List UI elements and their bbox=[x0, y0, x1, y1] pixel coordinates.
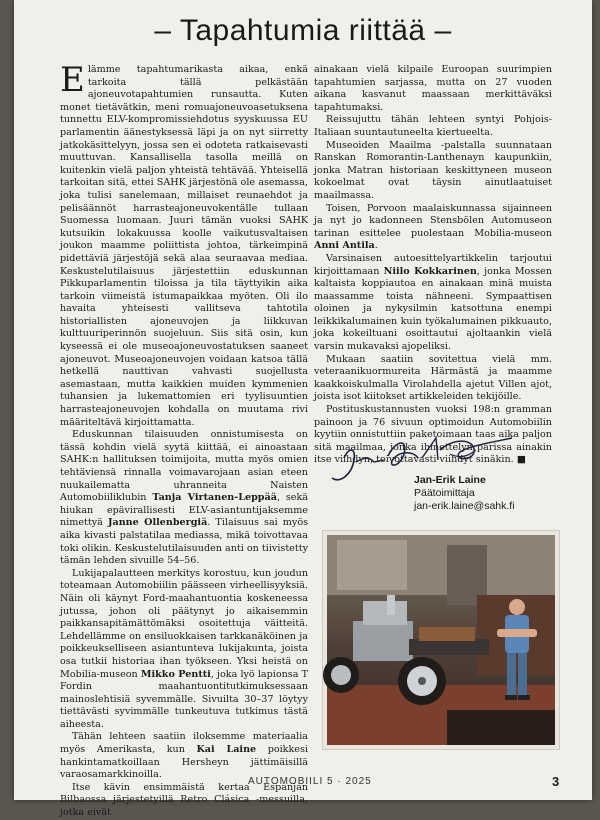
paragraph-text: Tähän lehteen saatiin iloksemme materiaalia myös Amerikasta, kun bbox=[60, 731, 308, 756]
paragraph-text: Varsinaisen autoesittelyartikkelin tarjoutui kirjoittamaan bbox=[314, 252, 552, 277]
person-name: Kai Laine bbox=[196, 744, 257, 756]
paragraph-text: . bbox=[374, 240, 378, 252]
paragraph bbox=[60, 731, 308, 781]
paragraph bbox=[314, 203, 552, 253]
person-name: Tanja Virtanen-Leppää bbox=[152, 492, 277, 504]
paragraph-text: Eduskunnan tilaisuuden onnistumisesta on tässä kohdin vielä syytä kiittää, ei ainoastaan SAHK:n hallituksen toimijoita, mutta myös omien tehtäviensä rinnalla voimavarojaan asian eteen nuukailematta uhranneita Naisten Automobiiliklubin bbox=[60, 429, 308, 504]
paragraph: Mukaan saatiin sovitettua vielä mm. veteraanikuormureita Härmästä ja maamme kaakkoiskulmalla Virolahdella ajetut Villen ajot, joista isot kiitokset artikkeleiden tekijöille. bbox=[314, 353, 552, 403]
drop-cap: E bbox=[60, 60, 85, 100]
person-name: Niilo Kokkarinen bbox=[383, 265, 477, 277]
paragraph: ainakaan vielä kilpaile Euroopan suurimpien tapahtumien sarjassa, mutta on 27 vuoden aikana kasvanut maassaan merkittäväksi tapahtumaksi. bbox=[314, 64, 552, 113]
signer-email: jan-erik.laine@sahk.fi bbox=[414, 500, 515, 512]
page-number: 3 bbox=[552, 774, 560, 789]
paragraph: Museoiden Maailma -palstalla suunnataan Ranskan Romorantin-Lanthenayn kaupunkiin, jonka Matran historiaan keskittyneen museon kokoelmat ovat täysin ainutlaatuiset maailmassa. bbox=[314, 139, 552, 201]
paragraph-text: poikkesi hankintamatkoillaan Hersheyn jättimäisillä varaosamarkkinoilla. bbox=[60, 744, 308, 781]
signer-name: Jan-Erik Laine bbox=[414, 474, 486, 486]
person-name: Janne Ollenbergiä bbox=[107, 517, 208, 529]
page-title: – Tapahtumia riittää – bbox=[154, 14, 452, 47]
signer-role: Päätoimittaja bbox=[414, 487, 475, 499]
paragraph-text: Itse kävin ensimmäistä kertaa Espanjan Bilbaossa järjestetyillä Retro Clásica -messuilla, jotka eivät bbox=[60, 781, 308, 819]
paragraph-text: lämme tapahtumarikasta aikaa, enkä tarkoita tällä pelkästään ajoneuvotapahtumien runsautta. Kuten monet tietävätkin, meni romuajoneuvoasetuksena tunnettu ELV-kompromissiehdotus syyskuussa EU parlamentin äänestyksessä läpi ja on nyt siirretty jatkokäsittelyyn, jossa sen ei odoteta ratkaisevasti muuttuvan. Kansallisella tasolla meillä on kuitenkin vielä paljon yhteistä tehtävää. Yhteisellä tarkoitan sitä, ettei SAHK järjestönä ole asemassa, joka tulisi sanelemaan, millaiset reunaehdot ja pelisäännöt harrasteajoneuvokentälle tullaan Suomessa luomaan. Juuri tämän vuoksi SAHK kutsuikin lokakuussa koolle vaikutusvaltaisen joukon maamme poliittista johtoa, tärkeimpinä pidettäviä järjestöjä sekä alaa seuraavaa mediaa. Keskustelutilaisuus järjestettiin eduskunnan Pikkuparlamentin tiloissa ja tila täyttyikin aika tarkoin viimeistä istumapaikkaa myöten. Oli ilo havaita yhteisesti vallitseva tahtotila historiallisten ajoneuvojen ja liikkuvan kulttuuriperinnön suojeluun. Siis sitä osin, kun kyseessä ei ole museoajoneuvostatuksen saaneet ajoneuvot. Museoajoneuvojen voidaan katsoa tällä hetkellä nauttivan vahvasti suojellusta asemastaan, mutta kaikkien muiden kymmenien tuhansien ja lukemattomien eri tyylisuuntien harrasteajoneuvojen kohdalla on muutama rivi määriteltävä kirjoittamatta. bbox=[60, 64, 308, 428]
paragraph bbox=[60, 568, 308, 732]
person-name: Anni Antila bbox=[314, 240, 375, 252]
paragraph-text: , sekä hiukan epävirallisesti ELV-asiantuntijaksemme nimettyä bbox=[60, 492, 308, 529]
editorial-right-column bbox=[314, 64, 552, 466]
magazine-page bbox=[14, 0, 592, 819]
paragraph-text: . Tilaisuus sai myös aika kivasti palstatilaa mediassa, mikä toivottavaa toki olikin. Keskustelutilaisuuden anti on tiivistetty tämän lehden sivuille 54–56. bbox=[60, 517, 309, 567]
paragraph-text: Lukijapalautteen merkitys korostuu, kun joudun toteamaan Automobiilin päässeen virheellisyyksiä. Näin oli käynyt Ford-maahantuontia koskeneessa jutussa, johon oli päätynyt jo aikaisemmin paikkansapitämättömäksi osoitettuja väitteitä. Lehdellämme on ensiluokkaisen tarkkanäköinen ja poikkeukselliseen asiantunteva lukijakunta, joista osa tutkii historiaa ihan työkseen. Yksi heistä on Mobilia-museon bbox=[60, 567, 308, 680]
paragraph-text: , joka lyö lapionsa T Fordin maahantuontitutkimuksessaan mainoslehtisiä syvemmälle. Sivuilta 30–37 löytyy tiettävästi syvimmälle tunkeutuva tutkimus tästä aiheesta. bbox=[60, 668, 308, 730]
museum-photo bbox=[327, 535, 555, 745]
paragraph-text: Toisen, Porvoon maalaiskunnassa sijainneen ja nyt jo kadonneen Stensbölen Automuseon tarinan esittelee puolestaan Mobilia-museon bbox=[314, 202, 552, 239]
magazine-footer: AUTOMOBIILI 5 · 2025 bbox=[248, 776, 372, 787]
person-name: Mikko Pentti bbox=[140, 668, 211, 680]
signature-block bbox=[414, 474, 515, 513]
photo-frame bbox=[322, 530, 560, 750]
paragraph-text: , jonka Mossen kaltaista koppiautoa en ainakaan minä muista maassamme toista nähneeni. Sympaattisen oloinen ja nykysilmin katsottuna enempi leikkikalumainen kuin työkalumainen pikkuauto, joka kokeiltuani osoittautui ajoltaankin vielä varsin mukavaksi ajopeliksi. bbox=[314, 265, 552, 353]
paragraph: Reissujuttu tähän lehteen syntyi Pohjois-Italiaan suuntautuneelta kiertueelta. bbox=[314, 114, 552, 138]
paragraph: Postituskustannusten vuoksi 198:n gramman painoon ja 76 sivuun optimoidun Automobiilin kyytiin onnistuttiin paketoimaan taas aika paljon sitä maailmaa, jonka ihmettelyn parissa ainakin itse viihdyn, toivottavasti viihdyt sinäkin. ■ bbox=[314, 404, 552, 466]
paragraph bbox=[60, 60, 308, 429]
paragraph bbox=[314, 253, 552, 354]
editorial-left-column bbox=[60, 60, 309, 819]
paragraph bbox=[60, 782, 308, 820]
paragraph bbox=[60, 429, 308, 568]
